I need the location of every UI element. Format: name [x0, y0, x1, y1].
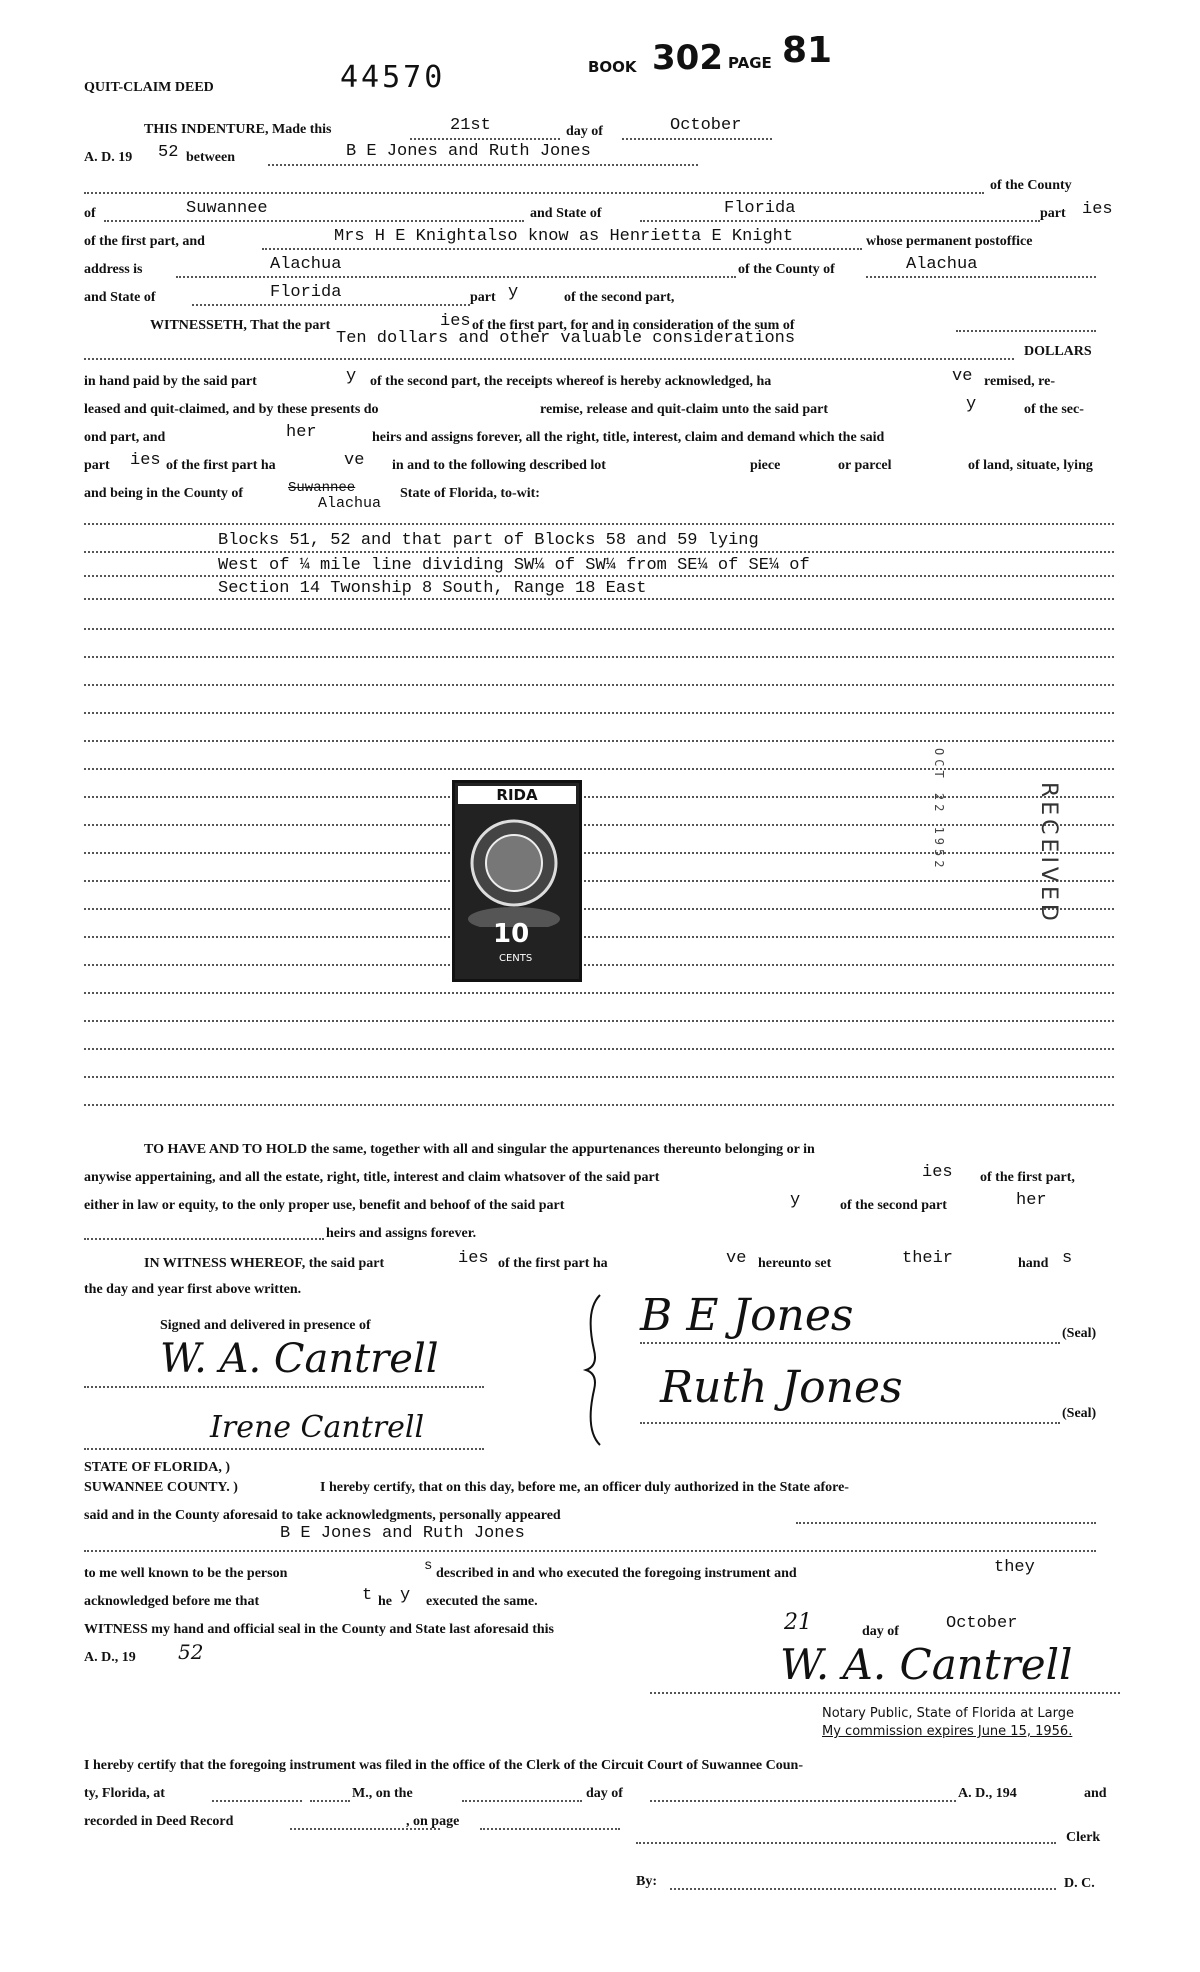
- witnesseth-line6a: part: [84, 458, 110, 473]
- notary-title: Notary Public, State of Florida at Large: [822, 1706, 1074, 1721]
- part-label: part: [1040, 206, 1066, 221]
- ack-state: STATE OF FLORIDA, ): [84, 1460, 230, 1475]
- recording-dc: D. C.: [1064, 1876, 1095, 1891]
- ack-he: he: [378, 1594, 392, 1609]
- consideration: Ten dollars and other valuable considerations: [336, 329, 796, 348]
- witnesseth-line6f: of land, situate, lying: [968, 458, 1093, 473]
- received-word: RECEIVED: [1036, 782, 1061, 925]
- signature-brace: [580, 1290, 610, 1450]
- ack-t: t: [362, 1586, 373, 1605]
- ack-line3a: to me well known to be the person: [84, 1566, 288, 1581]
- stamp-unit: CENTS: [499, 953, 533, 964]
- grantor-county: Suwannee: [186, 199, 268, 218]
- and-state-of2-label: and State of: [84, 290, 156, 305]
- witnesseth-line5a: ond part, and: [84, 430, 166, 445]
- grantee-state: Florida: [270, 283, 342, 302]
- grantor-signature-2: Ruth Jones: [660, 1362, 903, 1413]
- witnesseth-y2: y: [966, 395, 977, 414]
- habendum-ies: ies: [922, 1163, 953, 1182]
- habendum-line4: heirs and assigns forever.: [326, 1226, 477, 1241]
- notary-commission: My commission expires June 15, 1956.: [822, 1724, 1073, 1739]
- indenture-lead: THIS INDENTURE, Made this: [144, 122, 332, 137]
- indenture-month: October: [670, 116, 742, 135]
- grantor-state: Florida: [724, 199, 796, 218]
- first-part-and-label: of the first part, and: [84, 234, 205, 249]
- of-label: of: [84, 206, 96, 221]
- witness-signature-1: W. A. Cantrell: [160, 1336, 439, 1382]
- county-inserted: Alachua: [318, 495, 382, 512]
- document-number: 44570: [340, 60, 446, 95]
- part-suffix: ies: [1082, 200, 1113, 219]
- indenture-year: 52: [158, 143, 179, 162]
- book-label: BOOK: [588, 58, 637, 76]
- witnesseth-line3a: in hand paid by the said part: [84, 374, 257, 389]
- dollars-label: DOLLARS: [1024, 344, 1092, 359]
- seal-2: (Seal): [1062, 1406, 1097, 1421]
- ack-they: they: [994, 1558, 1035, 1577]
- witnesseth-line7a: and being in the County of: [84, 486, 244, 501]
- witness-ve: ve: [726, 1249, 747, 1268]
- grantors: B E Jones and Ruth Jones: [346, 142, 591, 161]
- ack-line5a: WITNESS my hand and official seal in the County and State last aforesaid this: [84, 1622, 554, 1637]
- grantor-signature-1: B E Jones: [640, 1290, 854, 1341]
- ack-day: 21: [784, 1610, 812, 1635]
- witnesseth-y1: y: [346, 367, 357, 386]
- ack-line2: said and in the County aforesaid to take acknowledgments, personally appeared: [84, 1508, 561, 1523]
- ack-y: y: [400, 1586, 411, 1605]
- habendum-line3a: either in law or equity, to the only proper use, benefit and behoof of the said part: [84, 1198, 565, 1213]
- page-number: 81: [782, 30, 833, 71]
- ack-line1: I hereby certify, that on this day, before me, an officer duly authorized in the State afore-: [320, 1480, 849, 1495]
- grantee: Mrs H E Knightalso know as Henrietta E Knight: [334, 227, 794, 246]
- page-label: PAGE: [728, 54, 772, 72]
- witnesseth-lead: WITNESSETH, That the part: [150, 318, 331, 333]
- recording-by: By:: [636, 1874, 657, 1889]
- recording-clerk: Clerk: [1066, 1830, 1101, 1845]
- ack-line4b: executed the same.: [426, 1594, 538, 1609]
- recording-and: and: [1084, 1786, 1107, 1801]
- witnesseth-ies2: ies: [130, 451, 161, 470]
- postoffice-label: whose permanent postoffice: [866, 234, 1033, 249]
- part-y: y: [508, 283, 519, 302]
- witnesseth-line3b: of the second part, the receipts whereof is hereby acknowledged, ha: [370, 374, 772, 389]
- witness-line1d: hand: [1018, 1256, 1049, 1271]
- between-label: between: [186, 150, 235, 165]
- witness-ies: ies: [458, 1249, 489, 1268]
- witness-line1b: of the first part ha: [498, 1256, 608, 1271]
- ack-line3b: described in and who executed the foregoing instrument and: [436, 1566, 797, 1581]
- witnesseth-line4b: remise, release and quit-claim unto the said part: [540, 402, 829, 417]
- stamp-state: RIDA: [458, 786, 576, 804]
- ack-line4a: acknowledged before me that: [84, 1594, 260, 1609]
- habendum-her: her: [1016, 1191, 1047, 1210]
- documentary-stamp: [452, 780, 582, 982]
- and-state-of-label: and State of: [530, 206, 602, 221]
- book-number: 302: [652, 38, 723, 78]
- legal-line-3: Section 14 Twonship 8 South, Range 18 East: [218, 579, 647, 598]
- witnesseth-ies: ies: [440, 312, 471, 331]
- of-county-of-label: of the County of: [738, 262, 835, 277]
- witnesseth-text2: of the first part, for and in consideration of the sum of: [472, 318, 795, 333]
- of-the-county-label: of the County: [990, 178, 1072, 193]
- received-date: OCT 22 1952: [932, 748, 946, 872]
- witnesseth-line6d: piece: [750, 458, 781, 473]
- recording-line2a: ty, Florida, at: [84, 1786, 165, 1801]
- deed-title: QUIT-CLAIM DEED: [84, 80, 214, 95]
- witnesseth-line6b: of the first part ha: [166, 458, 276, 473]
- notary-signature: W. A. Cantrell: [780, 1640, 1073, 1689]
- ad-prefix: A. D. 19: [84, 150, 133, 165]
- second-part-label: of the second part,: [564, 290, 675, 305]
- grantee-county: Alachua: [906, 255, 978, 274]
- recording-ad: A. D., 194: [958, 1786, 1017, 1801]
- witnesseth-line6e: or parcel: [838, 458, 892, 473]
- ack-s: s: [424, 1558, 433, 1574]
- witness-line1a: IN WITNESS WHEREOF, the said part: [144, 1256, 385, 1271]
- witnesseth-ve2: ve: [344, 451, 365, 470]
- ack-year: 52: [178, 1640, 204, 1664]
- witnesseth-her: her: [286, 423, 317, 442]
- witness-line1c: hereunto set: [758, 1256, 832, 1271]
- recording-day-of: day of: [586, 1786, 623, 1801]
- habendum-line2a: anywise appertaining, and all the estate, right, title, interest and claim whatsover of the said part: [84, 1170, 660, 1185]
- legal-line-1: Blocks 51, 52 and that part of Blocks 58 and 59 lying: [218, 531, 759, 550]
- ack-names: B E Jones and Ruth Jones: [280, 1524, 525, 1543]
- address-is-label: address is: [84, 262, 143, 277]
- habendum-line3b: of the second part: [840, 1198, 947, 1213]
- ack-month: October: [946, 1614, 1018, 1633]
- day-of-label: day of: [566, 124, 603, 139]
- ack-county: SUWANNEE COUNTY. ): [84, 1480, 238, 1495]
- witnesseth-line6c: in and to the following described lot: [392, 458, 606, 473]
- recording-m: M., on the: [352, 1786, 413, 1801]
- witness-signature-2: Irene Cantrell: [210, 1410, 425, 1445]
- witness-line2: the day and year first above written.: [84, 1282, 302, 1297]
- legal-line-2: West of ¼ mile line dividing SW¼ of SW¼ from SE¼ of SE¼ of: [218, 556, 810, 575]
- county-struck: Suwannee: [288, 480, 356, 496]
- witness-their: their: [902, 1249, 954, 1268]
- witnesseth-line4a: leased and quit-claimed, and by these presents do: [84, 402, 379, 417]
- witnesseth-ve1: ve: [952, 367, 973, 386]
- stamp-value: 10: [493, 919, 530, 949]
- witnesseth-line4c: of the sec-: [1024, 402, 1084, 417]
- habendum-line2b: of the first part,: [980, 1170, 1075, 1185]
- recording-line3a: recorded in Deed Record: [84, 1814, 234, 1829]
- habendum-line1: TO HAVE AND TO HOLD the same, together with all and singular the appurtenances thereunto belonging or in: [144, 1142, 815, 1157]
- witness-s: s: [1062, 1249, 1073, 1268]
- indenture-day: 21st: [450, 116, 491, 135]
- witnesseth-line3c: remised, re-: [984, 374, 1056, 389]
- part-label-2: part: [470, 290, 496, 305]
- ack-day-of: day of: [862, 1624, 899, 1639]
- witnesseth-line7b: State of Florida, to-wit:: [400, 486, 540, 501]
- habendum-y: y: [790, 1191, 801, 1210]
- signed-in-presence: Signed and delivered in presence of: [160, 1318, 371, 1333]
- recording-on-page: , on page: [406, 1814, 460, 1829]
- seal-1: (Seal): [1062, 1326, 1097, 1341]
- ack-ad: A. D., 19: [84, 1650, 136, 1665]
- stamp-seal-icon: [455, 807, 573, 927]
- witnesseth-line5b: heirs and assigns forever, all the right, title, interest, claim and demand which the said: [372, 430, 885, 445]
- grantee-address: Alachua: [270, 255, 342, 274]
- recording-line1: I hereby certify that the foregoing instrument was filed in the office of the Clerk of the Circuit Court of Suwannee Coun-: [84, 1758, 803, 1773]
